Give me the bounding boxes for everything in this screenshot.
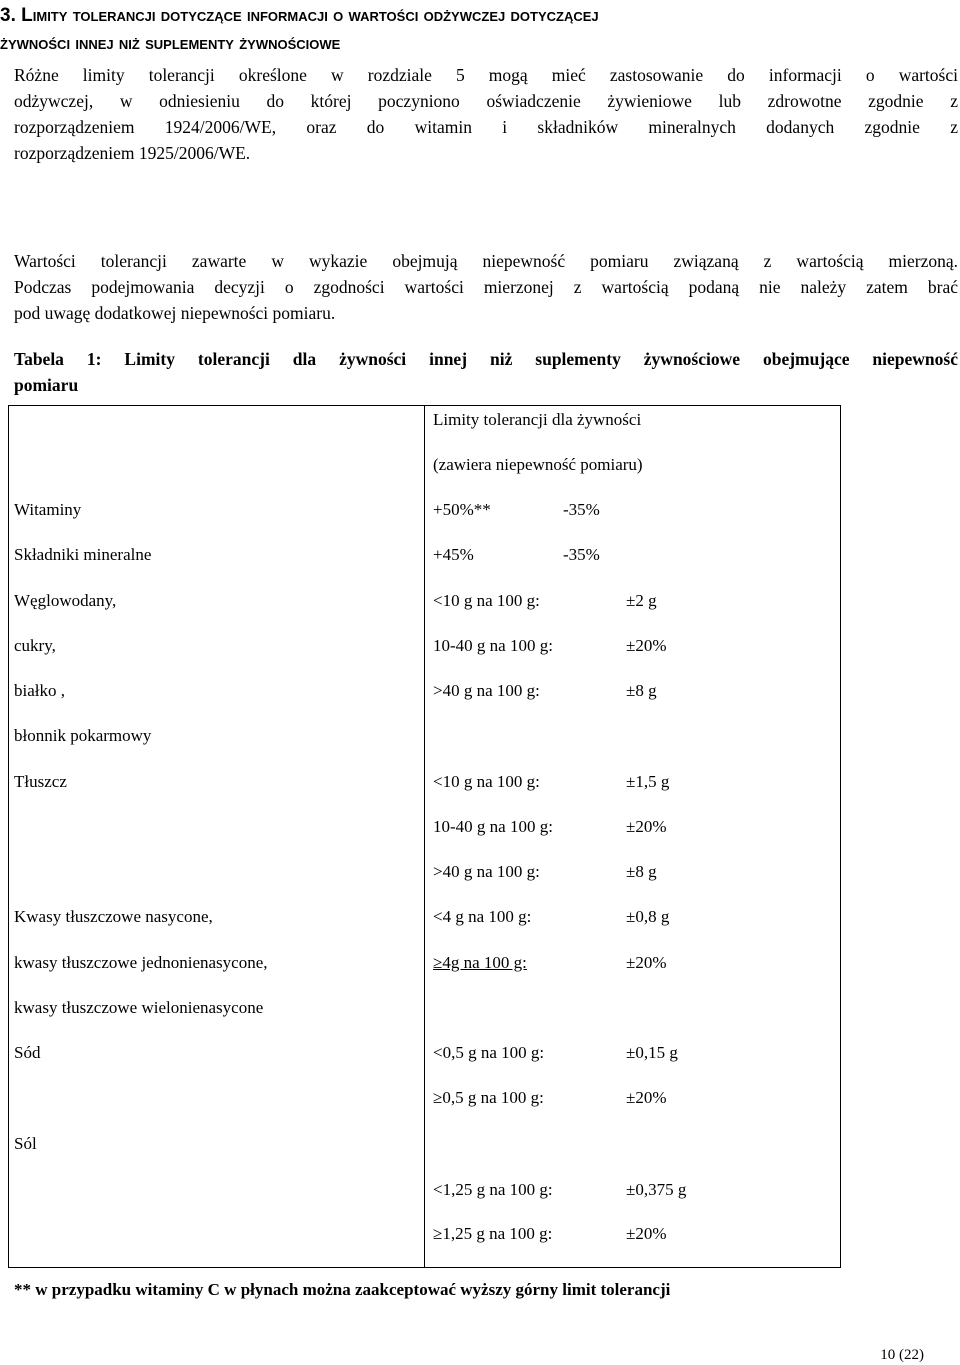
sodium-tolerance-high: ±20% xyxy=(626,1088,667,1107)
minerals-lower-limit: -35% xyxy=(563,545,600,564)
carbs-range-low: <10 g na 100 g: xyxy=(433,591,540,610)
sodium-range-high: ≥0,5 g na 100 g: xyxy=(433,1088,544,1107)
fat-range-mid: 10-40 g na 100 g: xyxy=(433,817,553,836)
paragraph-line: pod uwagę dodatkowej niepewności pomiaru. xyxy=(14,303,336,323)
row-label-polyunsaturated-fat: kwasy tłuszczowe wielonienasycone xyxy=(14,998,264,1017)
fat-tolerance-low: ±1,5 g xyxy=(626,772,670,791)
paragraph-line: rozporządzeniem 1925/2006/WE. xyxy=(14,143,251,163)
fatty-acids-tolerance-high: ±20% xyxy=(626,953,667,972)
paragraph-measurement-uncertainty xyxy=(14,248,958,326)
sodium-tolerance-low: ±0,15 g xyxy=(626,1043,678,1062)
paragraph-line: rozporządzeniem 1924/2006/WE, oraz do witamin i składników mineralnych dodanych zgodnie z xyxy=(14,117,958,137)
paragraph-line: Wartości tolerancji zawarte w wykazie obejmują niepewność pomiaru związaną z wartością mierzoną. xyxy=(14,251,958,271)
table-header-line-1: Limity tolerancji dla żywności xyxy=(433,410,642,429)
section-title-line-2: żywności innej niż suplementy żywnościowe xyxy=(0,33,341,54)
column-divider xyxy=(424,406,425,1267)
section-heading xyxy=(0,2,960,58)
fat-range-high: >40 g na 100 g: xyxy=(433,862,540,881)
row-label-carbohydrates: Węglowodany, xyxy=(14,591,117,610)
fat-tolerance-high: ±8 g xyxy=(626,862,657,881)
fat-tolerance-mid: ±20% xyxy=(626,817,667,836)
page-number: 10 (22) xyxy=(880,1347,924,1363)
section-title-line-1: Limity tolerancji dotyczące informacji o wartości odżywczej dotyczącej xyxy=(21,5,599,26)
row-label-minerals: Składniki mineralne xyxy=(14,545,152,564)
paragraph-line: odżywczej, w odniesieniu do której poczyniono oświadczenie żywieniowe lub zdrowotne zgodnie z xyxy=(14,91,958,111)
paragraph-line: Podczas podejmowania decyzji o zgodności wartości mierzonej z wartością podaną nie należy zatem brać xyxy=(14,277,958,297)
row-label-saturated-fat: Kwasy tłuszczowe nasycone, xyxy=(14,907,213,926)
row-label-sodium: Sód xyxy=(14,1043,41,1062)
salt-range-high: ≥1,25 g na 100 g: xyxy=(433,1224,553,1243)
row-label-vitamins: Witaminy xyxy=(14,500,82,519)
row-label-protein: białko , xyxy=(14,681,65,700)
fatty-acids-tolerance-low: ±0,8 g xyxy=(626,907,670,926)
paragraph-nutrition-claims xyxy=(14,62,958,166)
fat-range-low: <10 g na 100 g: xyxy=(433,772,540,791)
sodium-range-low: <0,5 g na 100 g: xyxy=(433,1043,545,1062)
row-label-fat: Tłuszcz xyxy=(14,772,67,791)
carbs-tolerance-mid: ±20% xyxy=(626,636,667,655)
fatty-acids-range-low: <4 g na 100 g: xyxy=(433,907,532,926)
salt-tolerance-high: ±20% xyxy=(626,1224,667,1243)
table-footnote: ** w przypadku witaminy C w płynach można zaakceptować wyższy górny limit tolerancji xyxy=(14,1280,671,1299)
row-label-fibre: błonnik pokarmowy xyxy=(14,726,152,745)
carbs-tolerance-low: ±2 g xyxy=(626,591,657,610)
vitamins-upper-limit: +50%** xyxy=(433,500,491,519)
caption-line: Tabela 1: Limity tolerancji dla żywności innej niż suplementy żywnościowe obejmujące niepewność xyxy=(14,349,958,369)
section-number: 3. xyxy=(0,5,16,26)
table-header-line-2: (zawiera niepewność pomiaru) xyxy=(433,455,643,474)
minerals-upper-limit: +45% xyxy=(433,545,474,564)
table-caption xyxy=(14,346,958,398)
salt-tolerance-low: ±0,375 g xyxy=(626,1180,687,1199)
caption-line: pomiaru xyxy=(14,375,79,395)
row-label-salt: Sól xyxy=(14,1134,37,1153)
tolerance-table xyxy=(8,405,841,1268)
carbs-range-mid: 10-40 g na 100 g: xyxy=(433,636,553,655)
carbs-tolerance-high: ±8 g xyxy=(626,681,657,700)
carbs-range-high: >40 g na 100 g: xyxy=(433,681,540,700)
paragraph-line: Różne limity tolerancji określone w rozdziale 5 mogą mieć zastosowanie do informacji o wartości xyxy=(14,65,958,85)
fatty-acids-range-high: ≥4g na 100 g: xyxy=(433,953,527,972)
salt-range-low: <1,25 g na 100 g: xyxy=(433,1180,553,1199)
vitamins-lower-limit: -35% xyxy=(563,500,600,519)
row-label-sugars: cukry, xyxy=(14,636,56,655)
row-label-monounsaturated-fat: kwasy tłuszczowe jednonienasycone, xyxy=(14,953,268,972)
